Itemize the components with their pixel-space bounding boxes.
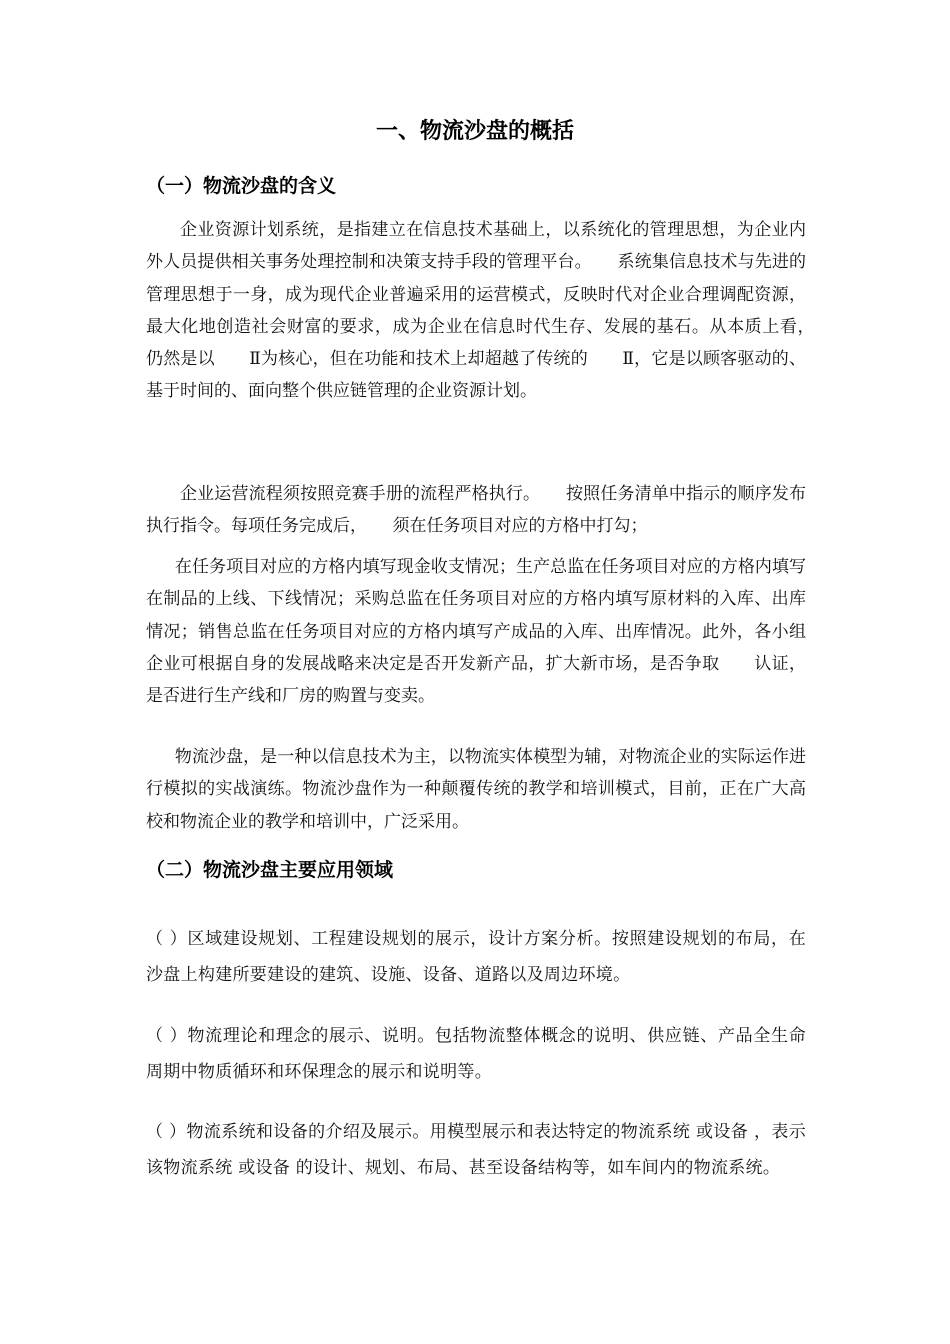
page-title: 一、物流沙盘的概括 — [375, 119, 574, 144]
paragraph-operation-flow: 企业运营流程须按照竞赛手册的流程严格执行。 按照任务清单中指示的顺序发布执行指令。每项任务完成后， 须在任务项目对应的方格中打勾； — [146, 484, 806, 537]
section-heading-applications: （二）物流沙盘主要应用领域 — [146, 859, 394, 881]
application-item-3: （ ）物流系统和设备的介绍及展示。用模型展示和表达特定的物流系统 或设备 ，表示该物流系统 或设备 的设计、规划、布局、甚至设备结构等，如车间内的物流系统。 — [146, 1122, 806, 1178]
section-heading-meaning: （一）物流沙盘的含义 — [146, 175, 337, 197]
application-item-1: （ ）区域建设规划、工程建设规划的展示，设计方案分析。按照建设规划的布局，在沙盘上构建所要建设的建筑、设施、设备、道路以及周边环境。 — [146, 929, 806, 985]
application-item-2: （ ）物流理论和理念的展示、说明。包括物流整体概念的说明、供应链、产品全生命周期中物质循环和环保理念的展示和说明等。 — [146, 1026, 806, 1082]
paragraph-task-fill: 在任务项目对应的方格内填写现金收支情况；生产总监在任务项目对应的方格内填写在制品的上线、下线情况；采购总监在任务项目对应的方格内填写原材料的入库、出库情况；销售总监在任务项目对应的方格内填写产成品的入库、出库情况。此外，各小组企业可根据自身的发展战略来决定是否开发新产品，扩大新市场，是否争取 认证，是否进行生产线和厂房的购置与变卖。 — [146, 557, 806, 707]
paragraph-erp-definition: 企业资源计划系统，是指建立在信息技术基础上，以系统化的管理思想，为企业内外人员提供相关事务处理控制和决策支持手段的管理平台。 系统集信息技术与先进的管理思想于一身，成为现代企业普遍采用的运营模式，反映时代对企业合理调配资源，最大化地创造社会财富的要求，成为企业在信息时代生存、发展的基石。从本质上看， 仍然是以 Ⅱ为核心，但在功能和技术上却超越了传统的 Ⅱ，它是以顾客驱动的、基于时间的、面向整个供应链管理的企业资源计划。 — [146, 220, 840, 402]
paragraph-logistics-sandbox: 物流沙盘，是一种以信息技术为主，以物流实体模型为辅，对物流企业的实际运作进行模拟的实战演练。物流沙盘作为一种颠覆传统的教学和培训模式，目前，正在广大高校和物流企业的教学和培训中，广泛采用。 — [146, 747, 806, 832]
